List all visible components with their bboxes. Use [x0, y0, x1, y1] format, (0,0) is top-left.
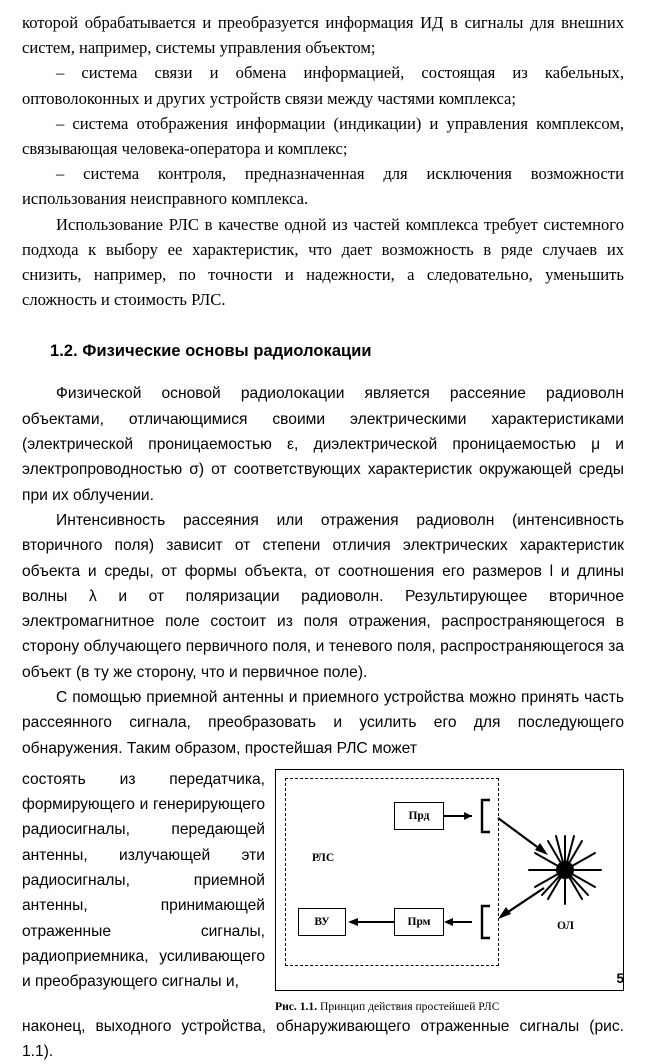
figure-vector-layer: [276, 770, 624, 992]
label-rls: РЛС: [312, 851, 335, 864]
figure-caption-prefix: Рис. 1.1.: [275, 999, 318, 1013]
paragraph-physical-basis: Физической основой радиолокации является рассеяние радиоволн объектами, отличающимися своими электрическими характеристиками (электрической проницаемостью ε, диэлектрической проницаемостью μ и электропроводностью σ) от соответствующих характеристик окружающей среды при их облучении.: [22, 385, 624, 504]
figure-diagram: [275, 769, 624, 991]
block-output-device: [298, 908, 346, 936]
figure-caption-text: Принцип действия простейшей РЛС: [320, 999, 500, 1013]
paragraph-list-item-3: – система контроля, предназначенная для исключения возможности использования неисправного комплекса.: [22, 164, 624, 209]
block-transmitter-label: Прд: [408, 809, 430, 822]
block-transmitter: [394, 802, 444, 830]
figure-float: [275, 769, 624, 1014]
paragraph-usage: Использование РЛС в качестве одной из частей комплекса требует системного подхода к выбору ее характеристик, что дает возможность в ряде случаев их снизить, например, по точности и надежности, а следовательно, уменьшить сложность и стоимость РЛС.: [22, 214, 624, 310]
paragraph-scattering-intensity: Интенсивность рассеяния или отражения радиоволн (интенсивность вторичного поля) зависит от степени отличия электрических характеристик объекта и среды, от формы объекта, от соотношения его размеров l и длины волны λ и от поляризации радиоволн. Результирующее вторичное электромагнитное поле состоит из поля отражения, распространяющегося в сторону облучающего первичного поля, и теневого поля, распространяющегося за объект (в ту же сторону, что и первичное поле).: [22, 511, 624, 681]
paragraph-continuation: которой обрабатывается и преобразуется информация ИД в сигналы для внешних систем, например, системы управления объектом;: [22, 13, 624, 58]
paragraph-list-item-1: – система связи и обмена информацией, состоящая из кабельных, оптоволоконных и других устройств связи между частями комплекса;: [22, 63, 624, 108]
page-number: 5: [616, 971, 624, 986]
block-receiver: [394, 908, 444, 936]
figure-wrap: [22, 767, 624, 1014]
paragraph-tail: наконец, выходного устройства, обнаруживающего отраженные сигналы (рис. 1.1).: [22, 1017, 624, 1061]
section-heading: 1.2. Физические основы радиолокации: [50, 342, 372, 361]
block-receiver-label: Прм: [407, 915, 431, 928]
figure-caption: [275, 1000, 624, 1014]
paragraph-list-item-2: – система отображения информации (индикации) и управления комплексом, связывающая человека-оператора и комплекс;: [22, 113, 624, 159]
paragraph-receiving-antenna: С помощью приемной антенны и приемного устройства можно принять часть рассеянного сигнала, преобразовать и усилить его для последующего обнаружения. Таким образом, простейшая РЛС может: [22, 689, 624, 757]
block-output-device-label: ВУ: [314, 915, 330, 928]
paragraph-wrap-around-figure: состоять из передатчика, формирующего и генерирующего радиосигналы, передающей антенны, излучающей эти радиосигналы, приемной антенны, принимающей отраженные сигналы, радиоприемника, усиливающего и преобразующего сигналы и,: [22, 770, 265, 991]
label-ol: ОЛ: [557, 919, 574, 932]
